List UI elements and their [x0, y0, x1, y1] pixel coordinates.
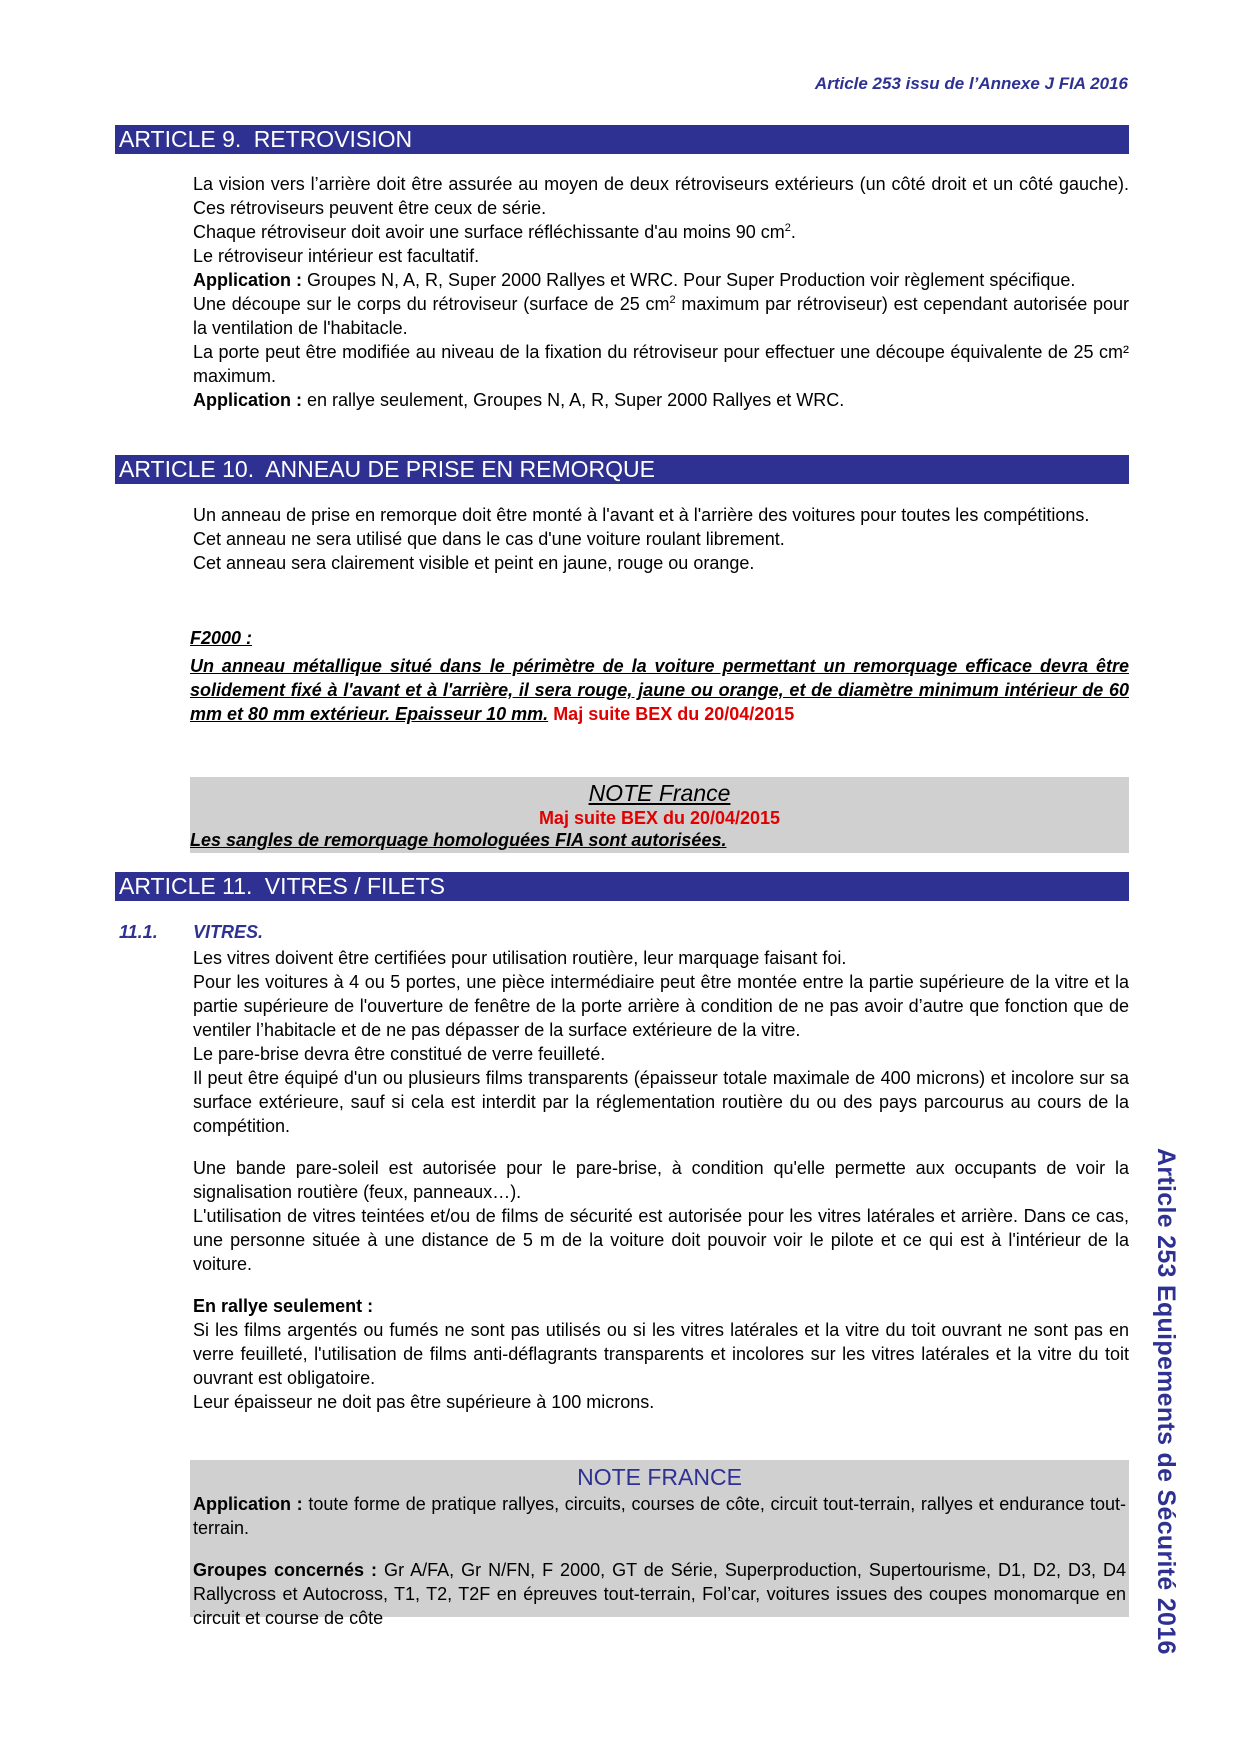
f2000-text: Un anneau métallique situé dans le périmètre de la voiture permettant un remorquage efficace devra être solidement fixé à l'avant et à l'arrière, il sera rouge, jaune ou orange, et de diamètre minimum intérieur de 60 mm et 80 mm extérieur. Epaisseur 10 mm. Maj suite BEX du 20/04/2015 — [190, 656, 1129, 724]
article-9-heading — [115, 125, 1129, 154]
rally-label: En rallye seulement : — [193, 1296, 374, 1316]
article-11-heading — [115, 872, 1129, 901]
header-reference: Article 253 issu de l’Annexe J FIA 2016 — [814, 74, 1128, 93]
article-9-p4: Une découpe sur le corps du rétroviseur (surface de 25 $cm^2$ maximum par rétroviseur) est cependant autorisée pour la ventilation de l'habitacle. — [193, 294, 1129, 338]
note-france-box-10 — [190, 777, 1129, 853]
section-11-1-p3: Le pare-brise devra être constitué de verre feuilleté. — [193, 1044, 606, 1064]
article-9-application-1: Application : Groupes N, A, R, Super 2000 Rallyes et WRC. Pour Super Production voir règlement spécifique. — [193, 270, 1076, 290]
note-france-text: Les sangles de remorquage homologuées FIA sont autorisées. — [190, 830, 727, 850]
article-9-p1: La vision vers l’arrière doit être assurée au moyen de deux rétroviseurs extérieurs (un côté droit et un côté gauche). Ces rétroviseurs peuvent être ceux de série. — [193, 174, 1129, 218]
article-10-p1: Un anneau de prise en remorque doit être monté à l'avant et à l'arrière des voitures pour toutes les compétitions. — [193, 505, 1090, 525]
article-10-heading — [115, 455, 1129, 484]
section-11-1-p7: Si les films argentés ou fumés ne sont pas utilisés ou si les vitres latérales et la vitre du toit ouvrant ne sont pas en verre feuilleté, l'utilisation de films anti-déflagrants transparents et incolores sur les vitres latérales et la vitre du toit ouvrant est obligatoire. — [193, 1320, 1129, 1388]
article-11-title: VITRES / FILETS — [264, 873, 445, 899]
article-10-title: ANNEAU DE PRISE EN REMORQUE — [265, 456, 656, 482]
article-10-number: ARTICLE 10. — [119, 456, 255, 482]
section-11-1-p8: Leur épaisseur ne doit pas être supérieure à 100 microns. — [193, 1392, 655, 1412]
section-11-1-p2: Pour les voitures à 4 ou 5 portes, une pièce intermédiaire peut être montée entre la partie supérieure de la vitre et la partie supérieure de l'ouverture de fenêtre de la porte arrière à condition de ne pas avoir d’autre que fonction que de ventiler l’habitacle et de ne pas dépasser de la surface extérieure de la vitre. — [193, 972, 1129, 1040]
article-9-p3: Le rétroviseur intérieur est facultatif. — [193, 246, 480, 266]
section-11-1-body — [193, 946, 1129, 1414]
note-groups: Groupes concernés : Gr A/FA, Gr N/FN, F 2000, GT de Série, Superproduction, Supertourisme, D1, D2, D3, D4 Rallycross et Autocross, T1, T2, T2F en épreuves tout-terrain, Fol’car, voitures issues des coupes monomarque en circuit et course de côte — [193, 1560, 1126, 1628]
article-10-p3: Cet anneau sera clairement visible et peint en jaune, rouge ou orange. — [193, 553, 755, 573]
f2000-block — [190, 626, 1129, 726]
note-france-11-title: NOTE FRANCE — [577, 1464, 742, 1490]
section-11-1-number: 11.1. — [119, 922, 158, 942]
note-france-update: Maj suite BEX du 20/04/2015 — [538, 808, 781, 828]
note-france-title: NOTE France — [588, 780, 731, 806]
article-9-application-2: Application : en rallye seulement, Groupes N, A, R, Super 2000 Rallyes et WRC. — [193, 390, 845, 410]
section-11-1-p6: L'utilisation de vitres teintées et/ou de films de sécurité est autorisée pour les vitres latérales et arrière. Dans ce cas, une personne située à une distance de 5 m de la voiture doit pouvoir voir le pilote et ce qui est à l'intérieur de la voiture. — [193, 1206, 1129, 1274]
article-10-p2: Cet anneau ne sera utilisé que dans le cas d'une voiture roulant librement. — [193, 529, 785, 549]
article-9-number: ARTICLE 9. — [119, 126, 242, 152]
section-11-1-p1: Les vitres doivent être certifiées pour utilisation routière, leur marquage faisant foi. — [193, 948, 847, 968]
article-9-title: RETROVISION — [253, 126, 413, 152]
note-france-box-11 — [190, 1460, 1129, 1628]
article-9-p5: La porte peut être modifiée au niveau de la fixation du rétroviseur pour effectuer une découpe équivalente de 25 cm² maximum. — [193, 342, 1129, 386]
note-application: Application : toute forme de pratique rallyes, circuits, courses de côte, circuit tout-terrain, rallyes et endurance tout-terrain. — [193, 1494, 1127, 1538]
f2000-title: F2000 : — [190, 628, 253, 648]
article-9-body — [193, 172, 1129, 412]
article-9-p2: Chaque rétroviseur doit avoir une surface réfléchissante d'au moins 90 $cm^2$. — [193, 222, 796, 242]
section-11-1-title: VITRES. — [193, 922, 264, 942]
article-10-body — [193, 503, 1129, 575]
section-11-1-p4: Il peut être équipé d'un ou plusieurs films transparents (épaisseur totale maximale de 400 microns) et incolore sur sa surface extérieure, sauf si cela est interdit par la réglementation routière du ou des pays parcourus au cours de la compétition. — [193, 1068, 1129, 1136]
article-11-number: ARTICLE 11. — [119, 873, 253, 899]
side-title: Article 253 Equipements de Sécurité 2016 — [1152, 1148, 1180, 1655]
section-11-1-p5: Une bande pare-soleil est autorisée pour le pare-brise, à condition qu'elle permette aux occupants de voir la signalisation routière (feux, panneaux…). — [193, 1158, 1129, 1202]
